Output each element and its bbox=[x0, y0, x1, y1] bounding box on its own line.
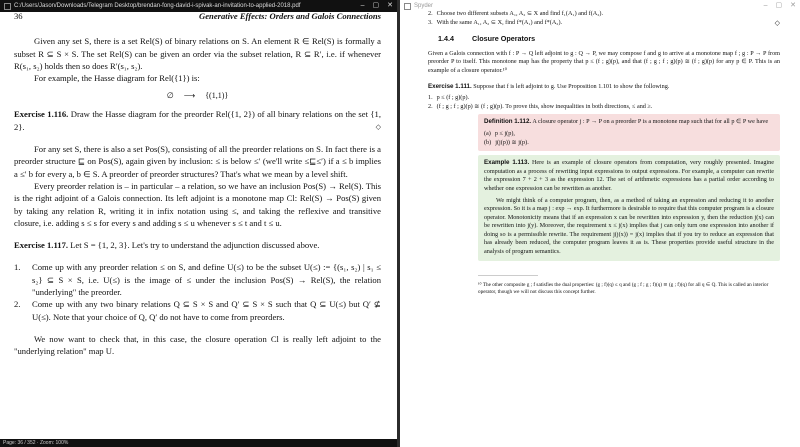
running-head-title: Generative Effects: Orders and Galois Connections bbox=[199, 11, 381, 21]
pdf-page-left bbox=[0, 12, 397, 439]
section-heading bbox=[438, 35, 780, 44]
paragraph-check: We now want to check that, in this case, the closure operation Cl is really left adjoint to the "underlying relation" map U. bbox=[14, 333, 381, 357]
page-number: 36 bbox=[14, 11, 23, 21]
example-box bbox=[478, 155, 780, 261]
paragraph-hasse-intro: For example, the Hasse diagram for Rel({1}) is: bbox=[34, 73, 200, 84]
section-intro: Given a Galois connection with f : P → Q left adjoint to g : Q → P, we may compose f and g to arrive at a monotone map f ; g : P → P from preorder P to itself. This monotone map has the property that p ≤ (f ; g)(p), and that (f ; g ; f ; g)(p) ≅ (f ; g)(p) for any p ∈ P. This is an example of a closure operator.¹⁰ bbox=[428, 49, 780, 74]
end-mark: ◇ bbox=[375, 122, 381, 131]
list-item: 2. Choose two different subsets A₁, A₂ ⊆ X and find f₁(A₁) and f(A₂). bbox=[428, 10, 604, 17]
right-window-title: Spyder bbox=[414, 3, 434, 9]
hasse-diagram bbox=[14, 84, 381, 108]
hasse-node-11: {(1,1)} bbox=[205, 91, 229, 101]
exercise-label: Exercise 1.117. bbox=[14, 240, 69, 251]
section-number: 1.4.4 bbox=[438, 34, 454, 44]
exercise-1-116 bbox=[14, 108, 381, 133]
exercise-label: Exercise 1.116. bbox=[14, 109, 69, 120]
hasse-node-empty: ∅ bbox=[166, 91, 174, 101]
maximize-icon[interactable]: ▢ bbox=[372, 2, 380, 9]
pdf-viewer-window-right bbox=[400, 0, 800, 447]
exercise-list bbox=[428, 94, 780, 111]
definition-text: A closure operator j : P → P on a preorder P is a monotone map such that for all p ∈ P we have bbox=[532, 118, 769, 126]
running-header bbox=[14, 10, 381, 22]
list-item: (a) p ≤ j(p), bbox=[484, 129, 515, 137]
list-item: 1. Come up with any preorder relation ≤ on S, and define U(≤) to be the subset U(≤) := {(s₁, s₂) | s₁ ≤ s₂} ⊆ S × S, i.e. U(≤) is the image of ≤ under the inclusion Pos(S) → Rel(S), the relation "underlying" the preorder. bbox=[14, 262, 381, 298]
example-text-2: We might think of a computer program, then, as a method of taking an expression and reducing it to another expression. So it is a map j : exp → exp. It furthermore is desirable to require that this computer program is a closure operator. Monotonicity means that if an expression x can be rewritten into expression y, then the reduction j(x) can be rewritten into j(y). Moreover, the requirement x ≤ j(x) implies that j can only turn one expression into another if doing so is a permissible rewrite. The requirement j(j(x)) = j(x) implies that if you try to reduce an expression that has already been reduced, the computer program leaves it as is. These properties provide useful structure in the analysis of program semantics. bbox=[484, 196, 774, 256]
definition-box bbox=[478, 114, 780, 151]
definition-label: Definition 1.112. bbox=[484, 118, 532, 126]
status-bar: Page: 36 / 352 · Zoom: 100% bbox=[0, 439, 397, 447]
exercise-list bbox=[14, 261, 381, 322]
exercise-text: Draw the Hasse diagram for the preorder Rel({1, 2}) of all binary relations on the set {1, 2}. bbox=[14, 109, 381, 132]
paragraph-galois: Every preorder relation is – in particular – a relation, so we have an inclusion Pos(S) → Rel(S). This is the right adjoint of a Galois connection. Its left adjoint is a monotone map Cl: Rel(S) → Pos(S) given by taking any relation R, writing it in infix notation using ≤, and taking the reflexive and transitive closure, i.e. adding s ≤ s for every s and adding s ≤ u whenever s ≤ t and t ≤ u. bbox=[14, 180, 381, 228]
app-icon bbox=[404, 3, 411, 10]
close-icon[interactable]: ✕ bbox=[790, 2, 796, 9]
paragraph-rel: Given any set S, there is a set Rel(S) of binary relations on S. An element R ∈ Rel(S) is formally a subset R ⊆ S × S. The set Rel(S) can be given an order via the subset relation, R ⊆ R′, i.e. if whenever R(s₁, s₂) holds then so does R′(s₁, s₂). bbox=[14, 36, 381, 71]
definition-list bbox=[484, 130, 774, 147]
minimize-icon[interactable]: – bbox=[360, 2, 365, 9]
footnote-rule bbox=[478, 275, 538, 276]
maximize-icon[interactable]: ▢ bbox=[775, 2, 783, 9]
exercise-label: Exercise 1.111. bbox=[428, 82, 472, 90]
example-label: Example 1.113. bbox=[484, 159, 530, 167]
paragraph-pos: For any set S, there is also a set Pos(S), consisting of all the preorder relations on S. In fact there is a preorder structure ⊑ on Pos(S), again given by inclusion: ≤ is below ≤′ (we'll write ≤⊑≤′) if a ≤ b implies a ≤′ b for every a, b ∈ S. A preorder of preorder structures? That's what we mean by a level shift. bbox=[14, 144, 381, 179]
hasse-arrow: ⟶ bbox=[183, 91, 196, 101]
example-text: Here is an example of closure operators from computation, very roughly presented. Imagine computation as a process of rewriting input expressions to output expressions. For example, a computer can rewrite the expression 7 + 2 + 3 as the expression 12. The set of arithmetic expressions has a partial order according to whether one expression can be rewritten as another. bbox=[484, 159, 774, 192]
close-icon[interactable]: ✕ bbox=[387, 2, 393, 9]
exercise-1-111 bbox=[428, 83, 780, 92]
app-icon bbox=[4, 3, 11, 10]
section-title: Closure Operators bbox=[472, 34, 536, 44]
list-item: 1. p ≤ (f ; g)(p). bbox=[428, 94, 470, 102]
pdf-viewer-window-left bbox=[0, 0, 397, 447]
list-item: 3. With the same A₁, A₂ ⊆ X, find f*(A₁) and f*(A₂). ◇ bbox=[428, 18, 780, 27]
top-list bbox=[428, 10, 780, 27]
exercise-text: Suppose that f is left adjoint to g. Use Proposition 1.101 to show the following. bbox=[473, 82, 670, 90]
list-item: (b) j(j(p)) ≅ j(p). bbox=[484, 138, 529, 146]
pdf-page-right bbox=[400, 12, 800, 447]
footnote: ¹⁰ The other composite g ; f satisfies the dual properties: (g ; f)(q) ≤ q and (g ; f ; g ; f)(q) ≅ (g ; f)(q) for all q ∈ Q. This is called an interior operator, though we will not discuss this concept further. bbox=[478, 281, 769, 295]
list-item: 2. Come up with any two binary relations Q ⊆ S × S and Q′ ⊆ S × S such that Q ⊆ U(≤) but Q′ ⊈ U(≤). Note that your choice of Q, Q′ do not have to come from preorders. bbox=[14, 299, 381, 322]
end-mark: ◇ bbox=[774, 18, 780, 27]
exercise-text: Let S = {1, 2, 3}. Let's try to understand the adjunction discussed above. bbox=[70, 240, 320, 251]
list-item: 2. (f ; g ; f ; g)(p) ≅ (f ; g)(p). To prove this, show inequalities in both directions, ≤ and ≥. bbox=[428, 102, 653, 110]
exercise-1-117 bbox=[14, 239, 381, 251]
left-window-title: C:/Users/Jason/Downloads/Telegram Desktop/brendan-fong-david-i-spivak-an-invitation-to-applied-2018.pdf bbox=[14, 3, 301, 9]
minimize-icon[interactable]: – bbox=[763, 2, 768, 9]
